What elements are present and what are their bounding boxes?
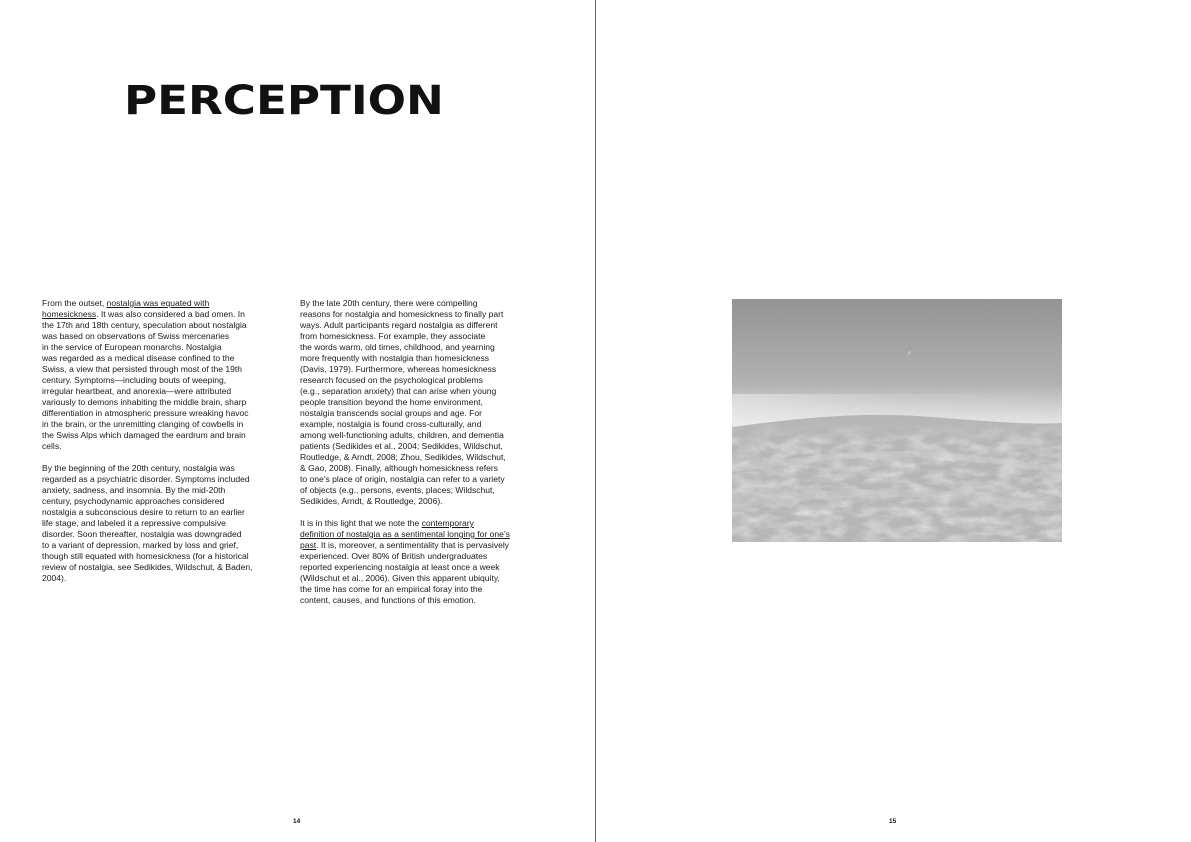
text-line: Routledge, & Arndt, 2008; Zhou, Sedikides, Wildschut, — [300, 452, 506, 462]
text-run: . It was also considered a bad omen. In — [96, 309, 245, 319]
text-line: reasons for nostalgia and homesickness to finally part — [300, 309, 504, 319]
text-line: the words warm, old times, childhood, and yearning — [300, 342, 495, 352]
underlined-phrase: past — [300, 540, 317, 550]
text-line: century. Symptoms—including bouts of weeping, — [42, 375, 227, 385]
page-number: 15 — [889, 818, 897, 825]
text-column-1 — [42, 298, 292, 595]
text-line — [300, 529, 550, 540]
text-line: was based on observations of Swiss mercenaries — [42, 331, 230, 341]
text-line: (Davis, 1979). Furthermore, whereas homesickness — [300, 364, 497, 374]
text-line — [42, 298, 292, 309]
underlined-phrase: homesickness — [42, 309, 97, 319]
text-line: review of nostalgia, see Sedikides, Wildschut, & Baden, — [42, 562, 253, 572]
paragraph-1 — [42, 298, 292, 452]
text-line: research focused on the psychological problems — [300, 375, 483, 385]
text-run: It is in this light that we note the — [300, 518, 422, 528]
text-line: from homesickness. For example, they associate — [300, 331, 486, 341]
text-line: variously to demons inhabiting the middle brain, sharp — [42, 397, 247, 407]
text-line: By the late 20th century, there were compelling — [300, 298, 478, 308]
text-line — [300, 540, 550, 551]
underlined-phrase: contemporary — [421, 518, 474, 528]
text-line: to one’s place of origin, nostalgia can refer to a variety — [300, 474, 505, 484]
text-line: cells. — [42, 441, 62, 451]
text-run: . It is, moreover, a sentimentality that is pervasively — [316, 540, 510, 550]
text-line: differentiation in atmospheric pressure wreaking havoc — [42, 408, 249, 418]
text-line: Swiss, a view that persisted through most of the 19th — [42, 364, 243, 374]
text-line: was regarded as a medical disease confined to the — [42, 353, 235, 363]
text-line — [300, 518, 550, 529]
cloud-photo-image — [732, 299, 1062, 542]
text-line: reported experiencing nostalgia at least once a week — [300, 562, 500, 572]
text-line: the Swiss Alps which damaged the eardrum and brain — [42, 430, 246, 440]
underlined-phrase: nostalgia was equated with — [106, 298, 210, 308]
left-page — [0, 0, 595, 842]
text-line: more frequently with nostalgia than homesickness — [300, 353, 490, 363]
page-title: PERCEPTION — [124, 78, 444, 124]
text-line: disorder. Soon thereafter, nostalgia was downgraded — [42, 529, 242, 539]
text-line: century, psychodynamic approaches considered — [42, 496, 225, 506]
text-line: of objects (e.g., persons, events, places; Wildschut, — [300, 485, 495, 495]
text-line: to a variant of depression, marked by loss and grief, — [42, 540, 239, 550]
text-line: the time has come for an empirical foray into the — [300, 584, 483, 594]
cloud-photograph — [732, 299, 1062, 542]
text-line: (e.g., separation anxiety) that can arise when young — [300, 386, 497, 396]
text-run: From the outset, — [42, 298, 107, 308]
text-line: 2004). — [42, 573, 67, 583]
text-line: ways. Adult participants regard nostalgia as different — [300, 320, 498, 330]
text-line: Sedikides, Arndt, & Routledge, 2006). — [300, 496, 443, 506]
text-line: experienced. Over 80% of British undergraduates — [300, 551, 488, 561]
text-column-2 — [300, 298, 550, 617]
text-line: in the service of European monarchs. Nostalgia — [42, 342, 222, 352]
text-line: example, nostalgia is found cross-culturally, and — [300, 419, 482, 429]
right-page — [596, 0, 1191, 842]
text-line: (Wildschut et al., 2006). Given this apparent ubiquity, — [300, 573, 500, 583]
text-line: though still equated with homesickness (for a historical — [42, 551, 249, 561]
text-line: & Gao, 2008). Finally, although homesickness refers — [300, 463, 498, 473]
text-line: the 17th and 18th century, speculation about nostalgia — [42, 320, 247, 330]
text-line: By the beginning of the 20th century, nostalgia was — [42, 463, 235, 473]
page-number: 14 — [293, 818, 301, 825]
paragraph-2 — [42, 463, 292, 584]
text-line: patients (Sedikides et al., 2004; Sedikides, Wildschut, — [300, 441, 503, 451]
text-line — [42, 309, 292, 320]
text-line: life stage, and labeled it a repressive compulsive — [42, 518, 226, 528]
paragraph-3 — [300, 298, 550, 507]
text-line: nostalgia transcends social groups and age. For — [300, 408, 482, 418]
underlined-phrase: definition of nostalgia as a sentimental longing for one’s — [300, 529, 510, 539]
text-line: irregular heartbeat, and anorexia—were attributed — [42, 386, 232, 396]
text-line: among well-functioning adults, children, and dementia — [300, 430, 504, 440]
text-line: people transition beyond the home environment, — [300, 397, 483, 407]
paragraph-4 — [300, 518, 550, 606]
text-line: anxiety, sadness, and insomnia. By the mid-20th — [42, 485, 226, 495]
text-line: regarded as a psychiatric disorder. Symptoms included — [42, 474, 250, 484]
text-line: in the brain, or the unremitting clanging of cowbells in — [42, 419, 244, 429]
text-line: nostalgia a subconscious desire to return to an earlier — [42, 507, 245, 517]
text-line: content, causes, and functions of this emotion. — [300, 595, 476, 605]
